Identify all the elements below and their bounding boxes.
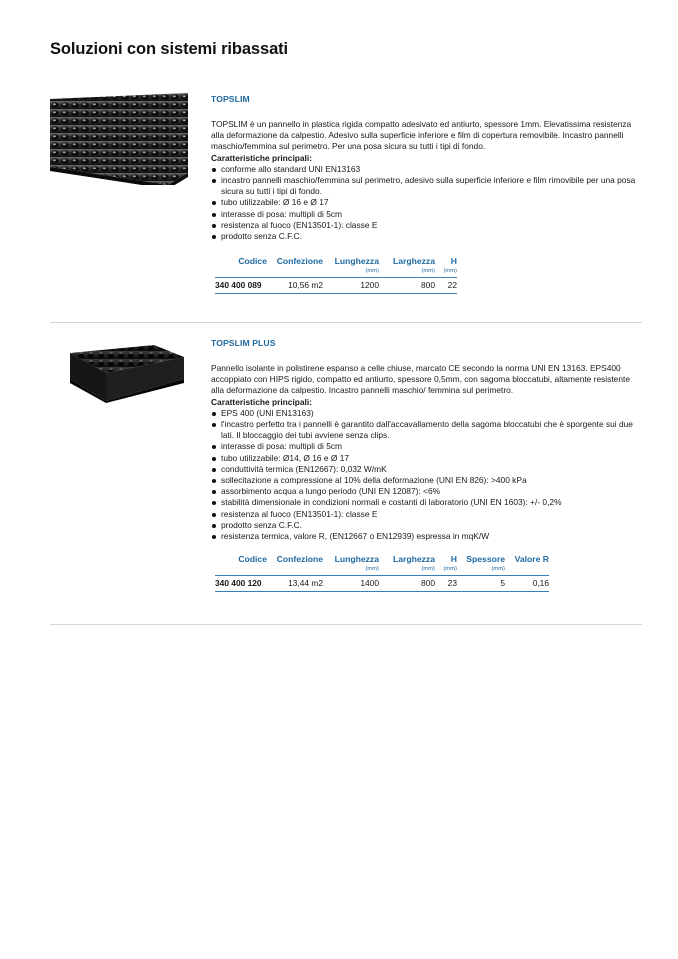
list-item: incastro pannelli maschio/femmina sul perimetro, adesivo sulla superficie inferiore e film rimovibile per una posa sicura su tutti i tipi di fondo. [211,175,636,197]
table-cell: 23 [435,576,457,592]
unit-cell [215,565,267,576]
table-cell: 1400 [323,576,379,592]
unit-cell [267,565,323,576]
table-cell: 0,16 [505,576,549,592]
section-divider [50,624,642,625]
list-item: EPS 400 (UNI EN13163) [211,408,636,419]
product-name: TOPSLIM PLUS [211,338,276,348]
list-item: l'incastro perfetto tra i pannelli è garantito dall'accavallamento della sagoma bloccatubi che è sporgente sui due lati. Il bloccaggio dei tubi avviene senza clips. [211,419,636,441]
unit-cell [505,565,549,576]
unit-cell [267,267,323,278]
product-description: TOPSLIM è un pannello in plastica rigida compatto adesivato ed antiurto, spessore 1mm. Elevatissima resistenza alla deformazione da calpestio. Adesivo sulla superficie inferiore e film di copertura removibile. Incastro pannelli maschio/femmina sul perimetro. Per una posa sicura su tutti i tipi di fondo. [211,119,632,152]
unit-cell [215,267,267,278]
table-cell: 340 400 089 [215,278,267,294]
list-item: prodotto senza C.F.C. [211,231,636,242]
table-header: Lunghezza [334,554,379,565]
unit-cell: (mm) [435,565,457,576]
section-divider [50,322,642,323]
table-row [215,576,549,592]
spec-table [215,256,457,294]
list-item: resistenza termica, valore R, (EN12667 o EN12939) espressa in mqK/W [211,531,636,542]
table-header: Valore R [514,554,549,565]
table-cell: 800 [379,576,435,592]
table-cell: 1200 [323,278,379,294]
table-header: Confezione [276,256,323,267]
studded-insulation-panel-image [66,343,186,403]
list-item: resistenza al fuoco (EN13501-1): classe E [211,509,636,520]
studded-panel-image [50,93,188,185]
table-header: H [450,256,457,267]
features-list [211,408,636,542]
list-item: tubo utilizzabile: Ø 16 e Ø 17 [211,197,636,208]
table-header: Confezione [276,554,323,565]
table-header: Codice [238,256,267,267]
list-item: interasse di posa: multipli di 5cm [211,441,636,452]
table-header: Larghezza [392,554,435,565]
unit-cell: (mm) [435,267,457,278]
unit-cell: (mm) [379,267,435,278]
table-header: Spessore [466,554,505,565]
table-row [215,278,457,294]
table-header: Lunghezza [334,256,379,267]
list-item: resistenza al fuoco (EN13501-1): classe E [211,220,636,231]
unit-cell: (mm) [457,565,505,576]
list-item: interasse di posa: multipli di 5cm [211,209,636,220]
list-item: conduttività termica (EN12667): 0,032 W/mK [211,464,636,475]
list-item: tubo utilizzabile: Ø14, Ø 16 e Ø 17 [211,453,636,464]
product-description: Pannello isolante in polistirene espanso a celle chiuse, marcato CE secondo la norma UNI EN 13163. EPS400 accoppiato con HIPS rigido, compatto ed antiurto, spessore 0,5mm, con sagoma bloccatubi, altamente resistente alla deformazione da calpestio. Incastro pannelli maschio/ femmina sul perimetro. [211,363,630,396]
table-header: H [450,554,457,565]
table-cell: 10,56 m2 [267,278,323,294]
list-item: assorbimento acqua a lungo periodo (UNI EN 12087): <6% [211,486,636,497]
features-title: Caratteristiche principali: [211,152,312,163]
list-item: stabilità dimensionale in condizioni normali e costanti di laboratorio (UNI EN 1603): +/- 0,2% [211,497,636,508]
table-cell: 5 [457,576,505,592]
spec-table [215,554,549,592]
table-header: Larghezza [392,256,435,267]
table-cell: 340 400 120 [215,576,267,592]
table-cell: 800 [379,278,435,294]
page-title: Soluzioni con sistemi ribassati [50,40,289,58]
unit-cell: (mm) [379,565,435,576]
unit-cell: (mm) [323,565,379,576]
unit-cell: (mm) [323,267,379,278]
features-title: Caratteristiche principali: [211,396,312,407]
list-item: conforme allo standard UNI EN13163 [211,164,636,175]
list-item: prodotto senza C.F.C. [211,520,636,531]
list-item: sollecitazione a compressione al 10% della deformazione (UNI EN 826): >400 kPa [211,475,636,486]
table-header: Codice [238,554,267,565]
product-name: TOPSLIM [211,94,250,104]
features-list [211,164,636,242]
table-cell: 13,44 m2 [267,576,323,592]
table-cell: 22 [435,278,457,294]
